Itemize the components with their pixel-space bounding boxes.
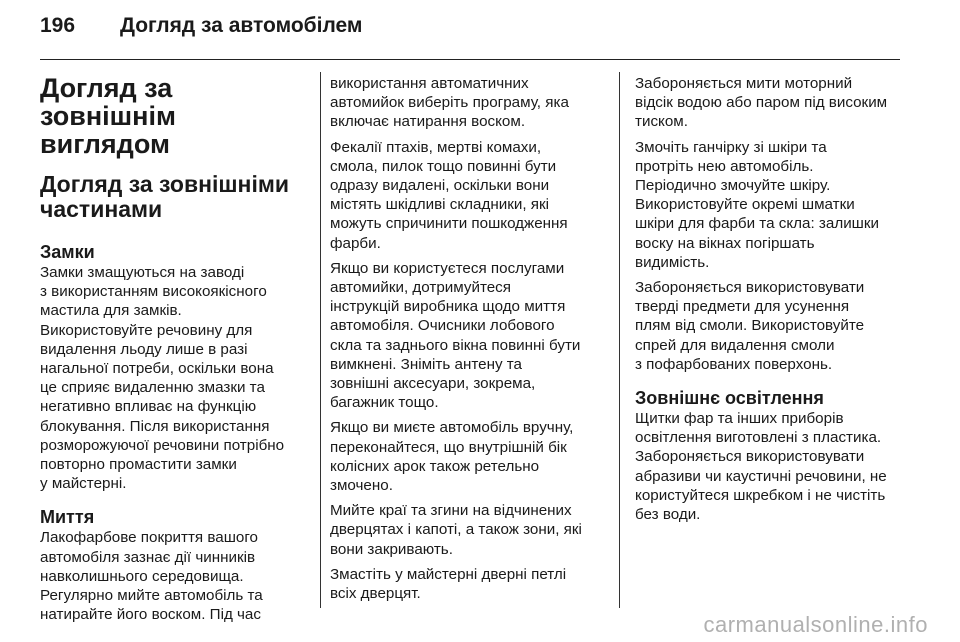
locks-text: Замки змащуються на заводі з використанням високоякісного мастила для замків. Використовуйте речовину для видалення льоду лише в разі нагальної потреби, оскільки вона це сприяє видаленню змазки та негативно впливає на функцію блокування. Після використання розморожуючої речовини потрібно повторно промастити замки у майстерні. bbox=[40, 264, 285, 493]
column-divider-2 bbox=[619, 72, 620, 608]
lighting-text: Щитки фар та інших приборів освітлення виготовлені з пластика. Забороняється використовувати абразиви чи каустичні речовини, не користуйтеся шкребком і не чистіть без води. bbox=[635, 410, 887, 524]
paragraph: Мийте краї та згини на відчинених дверцятах і капоті, а також зони, які вони закривають. bbox=[330, 502, 582, 558]
section-title: Догляд за зовнішнім виглядом bbox=[40, 73, 176, 159]
lighting-heading: Зовнішнє освітлення bbox=[635, 388, 824, 409]
column-divider-1 bbox=[320, 72, 321, 608]
column-1 bbox=[40, 74, 300, 630]
paragraph: Змочіть ганчірку зі шкіри та протріть нею автомобіль. Періодично змочуйте шкіру. Використовуйте окремі шматки шкіри для фарби та скла: залишки воску на вікнах погіршать видимість. bbox=[635, 138, 879, 271]
paragraph: Фекалії птахів, мертві комахи, смола, пилок тощо повинні бути одразу видалені, оскільки вони містять шкідливі складники, які можуть спричинити пошкодження фарби. bbox=[330, 138, 568, 252]
column-2 bbox=[330, 74, 610, 609]
header-rule bbox=[40, 59, 900, 60]
paragraph: використання автоматичних автомийок виберіть програму, яка включає натирання воском. bbox=[330, 75, 569, 131]
subsection-title: Догляд за зовнішніми частинами bbox=[40, 171, 289, 222]
paragraph: Змастіть у майстерні дверні петлі всіх дверцят. bbox=[330, 565, 567, 603]
paragraph: Забороняється мити моторний відсік водою або паром під високим тиском. bbox=[635, 75, 888, 131]
paragraph: Забороняється використовувати тверді предмети для усунення плям від смоли. Використовуйте спрей для видалення смоли з пофарбованих поверхонь. bbox=[635, 279, 865, 373]
paragraph: Якщо ви миєте автомобіль вручну, переконайтеся, що внутрішній бік колісних арок також ретельно змочено. bbox=[330, 419, 574, 495]
page-number: 196 bbox=[40, 14, 76, 37]
wash-text: Лакофарбове покриття вашого автомобіля зазнає дії чинників навколишнього середовища. Регулярно мийте автомобіль та натирайте його воском. Під час bbox=[40, 529, 263, 624]
watermark: carmanualsonline.info bbox=[703, 612, 928, 637]
running-title: Догляд за автомобілем bbox=[120, 14, 363, 37]
column-3 bbox=[635, 74, 915, 530]
paragraph: Якщо ви користуєтеся послугами автомийки, дотримуйтеся інструкцій виробника щодо миття автомобіля. Очисники лобового скла та заднього вікна повинні бути вимкнені. Зніміть антену та зовнішні аксесуари, зокрема, багажник тощо. bbox=[330, 259, 581, 412]
locks-heading: Замки bbox=[40, 242, 95, 262]
wash-heading: Миття bbox=[40, 507, 95, 528]
page-header bbox=[40, 14, 920, 50]
